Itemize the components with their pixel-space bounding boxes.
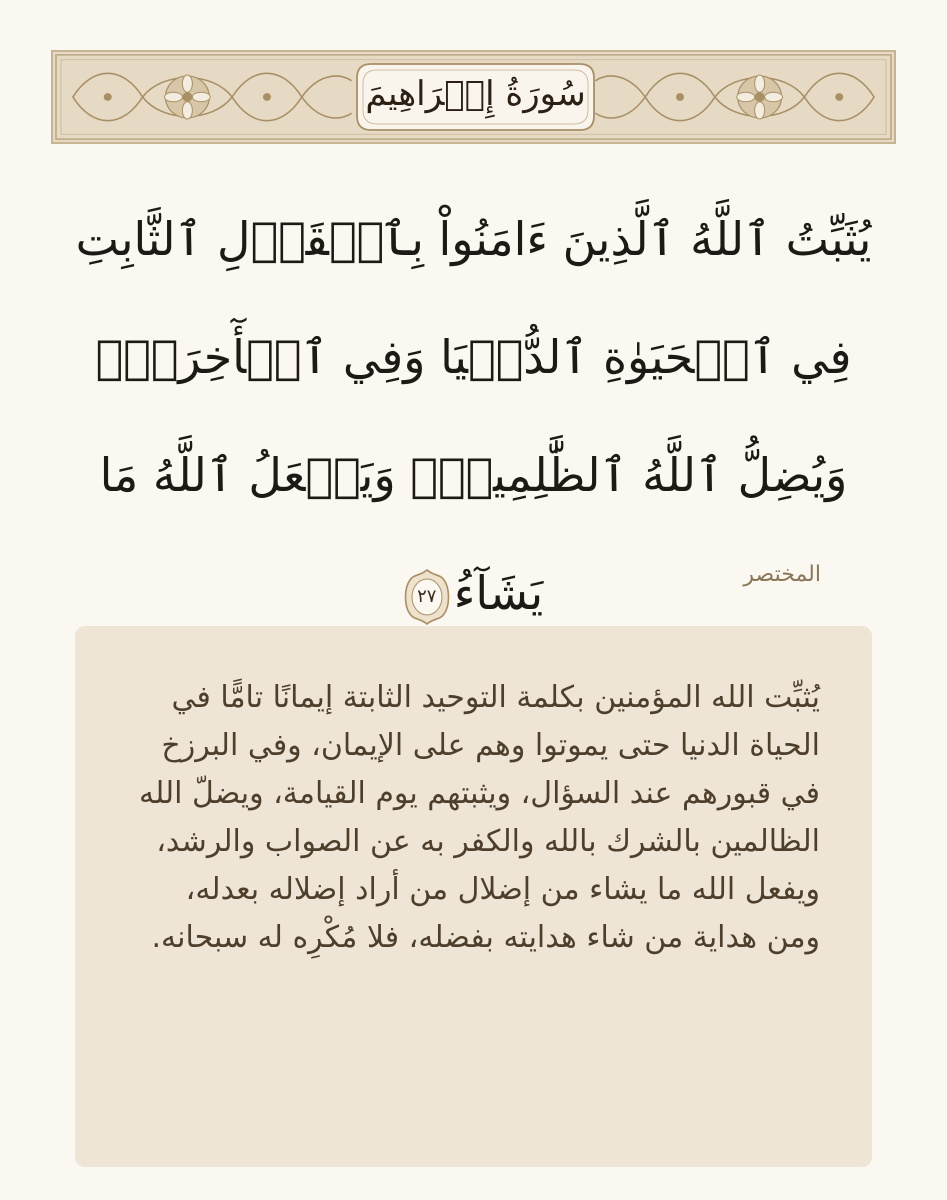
surah-name: سُورَةُ إِبۡرَاهِيمَ [365, 74, 586, 114]
ayah-number: ٢٧ [417, 586, 437, 607]
surah-name-cartouche [353, 60, 598, 134]
tafsir-card [75, 626, 872, 1167]
ayah-text: يُثَبِّتُ ٱللَّهُ ٱلَّذِينَ ءَامَنُواْ بِٱلۡقَوۡلِ ٱلثَّابِتِ فِي ٱلۡحَيَوٰةِ ٱلدُّنۡيَا وَفِي ٱلۡأٓخِرَةِۖ وَيُضِلُّ ٱللَّهُ ٱلظَّٰلِمِينَۚ وَيَفۡعَلُ ٱللَّهُ مَا يَشَآءُ [75, 212, 872, 620]
tafsir-source-label: المختصر [743, 562, 821, 587]
tafsir-text: يُثبِّت الله المؤمنين بكلمة التوحيد الثابتة إيمانًا تامًّا في الحياة الدنيا حتى يموتوا وهم على الإيمان، وفي البرزخ في قبورهم عند السؤال، ويثبتهم يوم القيامة، ويضلّ الله الظالمين بالشرك بالله والكفر به عن الصواب والرشد، ويفعل الله ما يشاء من إضلال من أراد إضلاله بعدله، ومن هداية من شاء هدايته بفضله، فلا مُكْرِه له سبحانه. [138, 680, 820, 955]
ayah-number-marker [404, 568, 450, 626]
surah-header-banner [51, 50, 896, 144]
